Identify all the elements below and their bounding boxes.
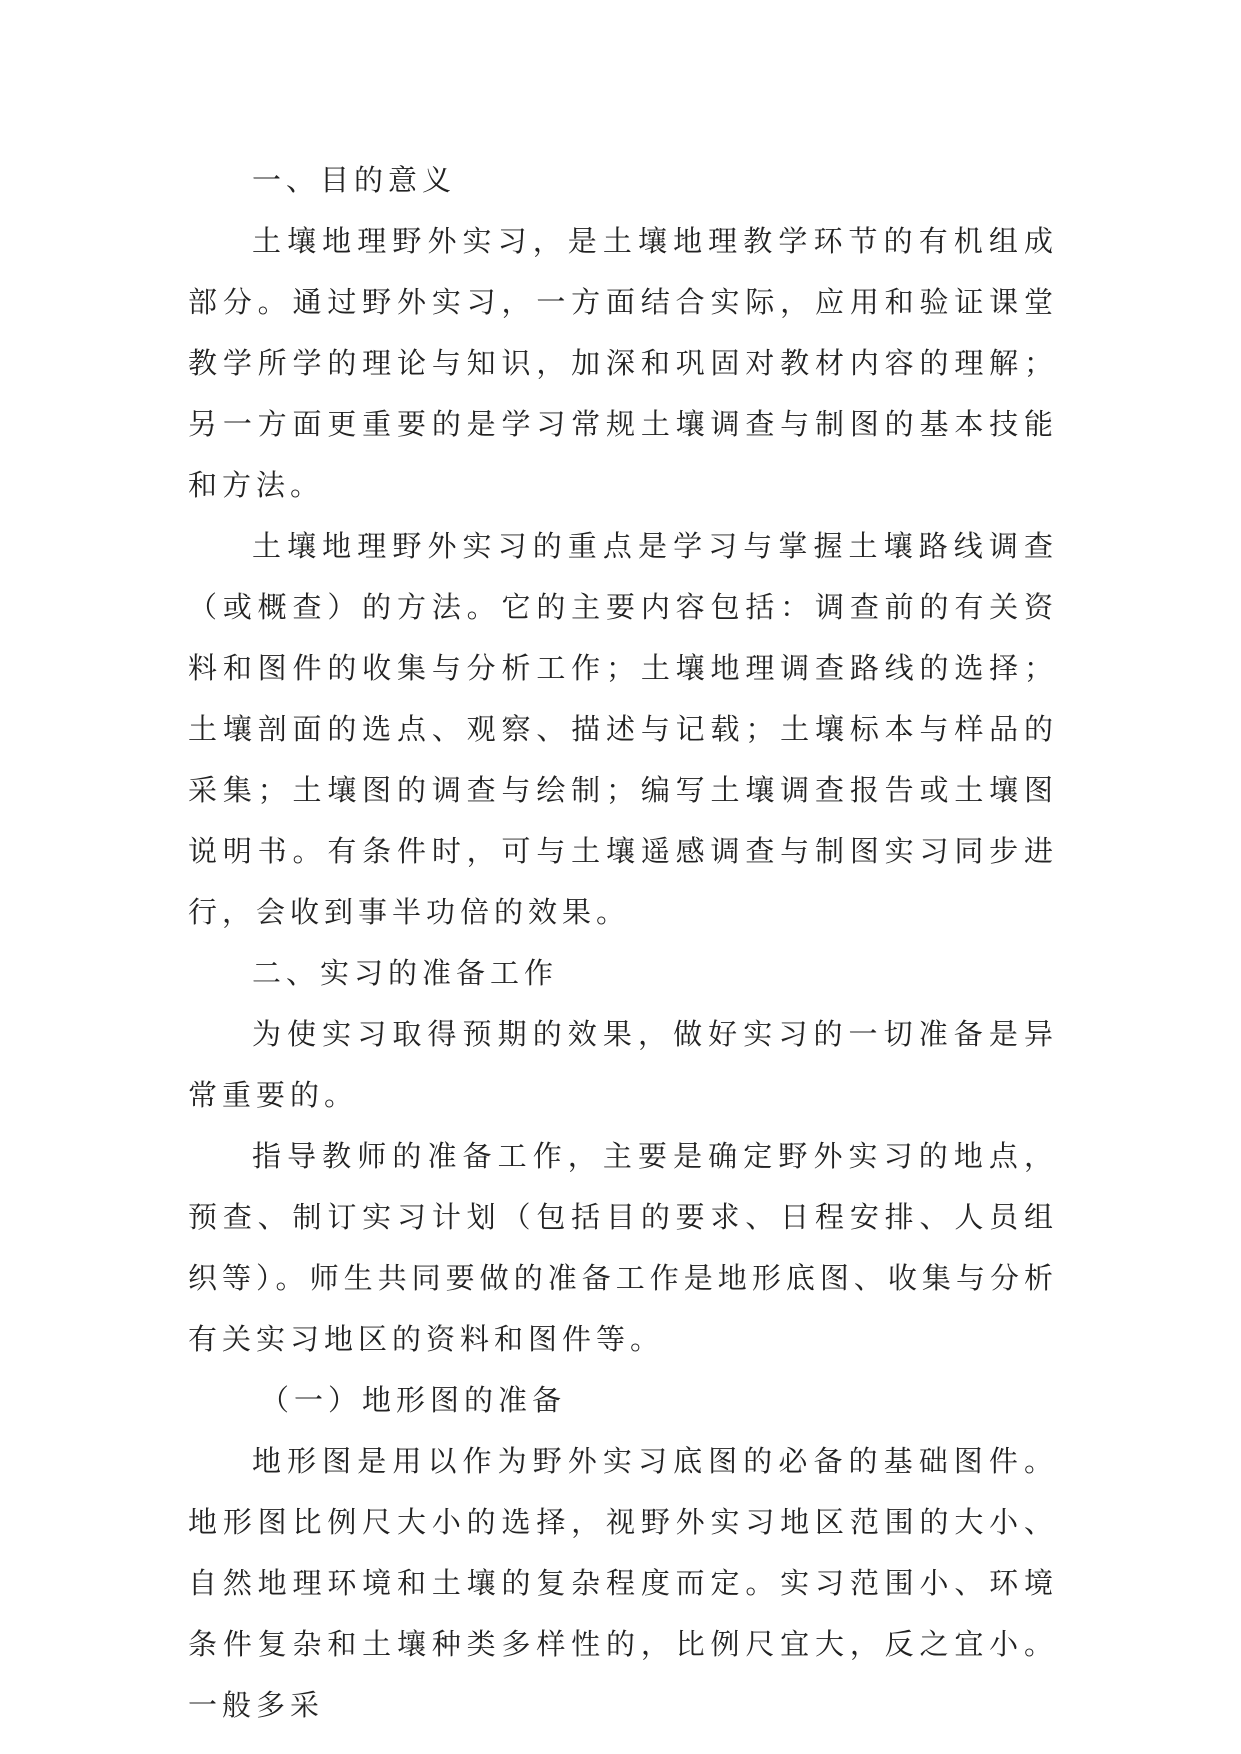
section-heading-purpose: 一、目的意义 [252, 163, 457, 197]
paragraph-key-points: 土壤地理野外实习的重点是学习与掌握土壤路线调查（或概查）的方法。它的主要内容包括：调查前的有关资料和图件的收集与分析工作；土壤地理调查路线的选择；土壤剖面的选点、观察、描述与记载；土壤标本与样品的采集；土壤图的调查与绘制；编写土壤调查报告或土壤图说明书。有条件时，可与土壤遥感调查与制图实习同步进行，会收到事半功倍的效果。 [188, 529, 1058, 929]
paragraph-teacher-preparation: 指导教师的准备工作，主要是确定野外实习的地点，预查、制订实习计划（包括目的要求、日程安排、人员组织等）。师生共同要做的准备工作是地形底图、收集与分析有关实习地区的资料和图件等。 [188, 1139, 1058, 1356]
paragraph-preparation-importance: 为使实习取得预期的效果，做好实习的一切准备是异常重要的。 [188, 1017, 1058, 1112]
paragraph-overview: 土壤地理野外实习，是土壤地理教学环节的有机组成部分。通过野外实习，一方面结合实际，应用和验证课堂教学所学的理论与知识，加深和巩固对教材内容的理解；另一方面更重要的是学习常规土壤调查与制图的基本技能和方法。 [188, 224, 1058, 502]
section-heading-preparation: 二、实习的准备工作 [252, 956, 559, 990]
subsection-heading-topographic-map: （一）地形图的准备 [260, 1383, 567, 1417]
document-page [188, 150, 1058, 1736]
paragraph-topographic-map: 地形图是用以作为野外实习底图的必备的基础图件。地形图比例尺大小的选择，视野外实习地区范围的大小、自然地理环境和土壤的复杂程度而定。实习范围小、环境条件复杂和土壤种类多样性的，比例尺宜大，反之宜小。一般多采 [188, 1444, 1058, 1722]
